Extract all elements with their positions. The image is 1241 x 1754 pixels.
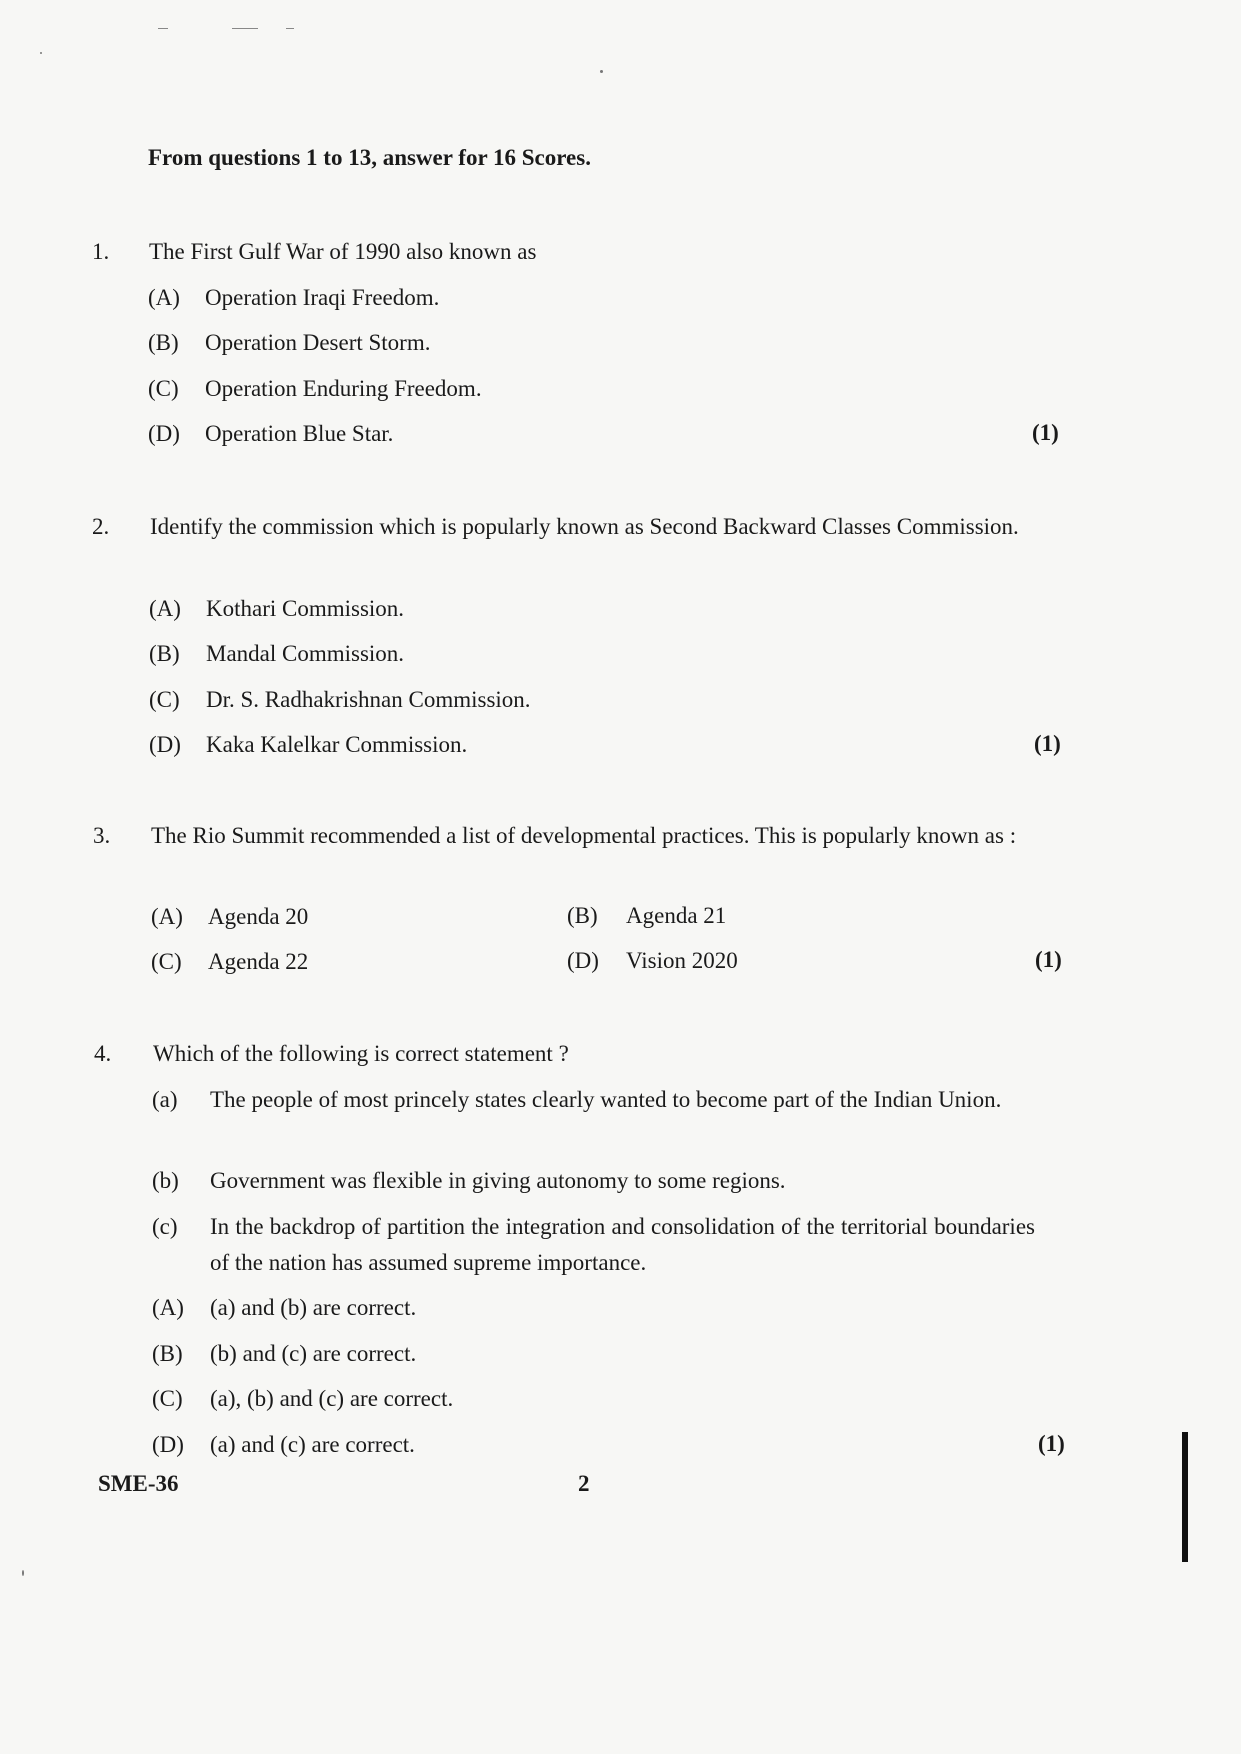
question-number: 4. (94, 1041, 112, 1066)
option-label: (C) (151, 949, 182, 974)
question-number: 2. (92, 514, 110, 539)
option-label: (D) (152, 1432, 184, 1457)
option-text: Operation Blue Star. (205, 421, 394, 446)
option-label: (D) (149, 732, 181, 757)
question-text: The Rio Summit recommended a list of developmental practices. This is popularly known as : (151, 823, 1017, 848)
option-text: Kothari Commission. (206, 596, 405, 621)
option-text: Agenda 20 (208, 904, 309, 929)
scan-edge-bar (1182, 1432, 1188, 1562)
statement-label: (b) (152, 1168, 179, 1193)
option-label: (B) (567, 903, 598, 928)
mark-label: (1) (1035, 947, 1062, 972)
option-text: Vision 2020 (626, 948, 738, 973)
scan-mark (600, 70, 603, 73)
option-text: Operation Desert Storm. (205, 330, 431, 355)
option-text: (a) and (b) are correct. (210, 1295, 417, 1320)
instruction-heading: From questions 1 to 13, answer for 16 Scores. (148, 145, 591, 170)
mark-label: (1) (1034, 731, 1061, 756)
option-label: (B) (148, 330, 179, 355)
scan-mark (158, 28, 168, 29)
option-label: (A) (151, 904, 183, 929)
option-label: (B) (149, 641, 180, 666)
scan-mark (40, 52, 42, 54)
option-label: (B) (152, 1341, 183, 1366)
option-text: Agenda 22 (208, 949, 309, 974)
option-text: Mandal Commission. (206, 641, 405, 666)
question-number: 1. (92, 239, 110, 264)
option-text: Kaka Kalelkar Commission. (206, 732, 468, 757)
option-text: (a), (b) and (c) are correct. (210, 1386, 454, 1411)
option-text: Operation Iraqi Freedom. (205, 285, 440, 310)
statement-label: (a) (152, 1087, 178, 1112)
option-label: (C) (149, 687, 180, 712)
paper-code: SME-36 (98, 1471, 179, 1496)
question-text: Identify the commission which is popularly known as Second Backward Classes Commission. (150, 514, 1019, 539)
option-label: (D) (567, 948, 599, 973)
option-label: (A) (148, 285, 180, 310)
statement-text: Government was flexible in giving autonomy to some regions. (210, 1168, 786, 1193)
scan-mark (22, 1570, 24, 1576)
statement-label: (c) (152, 1214, 178, 1239)
page-number: 2 (578, 1471, 590, 1496)
option-text: Agenda 21 (626, 903, 727, 928)
question-number: 3. (93, 823, 111, 848)
option-label: (D) (148, 421, 180, 446)
mark-label: (1) (1032, 420, 1059, 445)
statement-text: In the backdrop of partition the integration and consolidation of the territorial boundaries of the nation has assumed supreme importance. (210, 1214, 1035, 1275)
mark-label: (1) (1038, 1431, 1065, 1456)
option-label: (C) (148, 376, 179, 401)
option-text: (a) and (c) are correct. (210, 1432, 415, 1457)
option-label: (A) (149, 596, 181, 621)
scan-mark (286, 28, 294, 29)
option-label: (C) (152, 1386, 183, 1411)
statement-text: The people of most princely states clearly wanted to become part of the Indian Union. (210, 1087, 1002, 1112)
option-text: Operation Enduring Freedom. (205, 376, 482, 401)
question-text: The First Gulf War of 1990 also known as (149, 239, 537, 264)
option-text: (b) and (c) are correct. (210, 1341, 417, 1366)
question-text: Which of the following is correct statement ? (153, 1041, 569, 1066)
scan-mark (232, 28, 258, 29)
option-label: (A) (152, 1295, 184, 1320)
option-text: Dr. S. Radhakrishnan Commission. (206, 687, 531, 712)
